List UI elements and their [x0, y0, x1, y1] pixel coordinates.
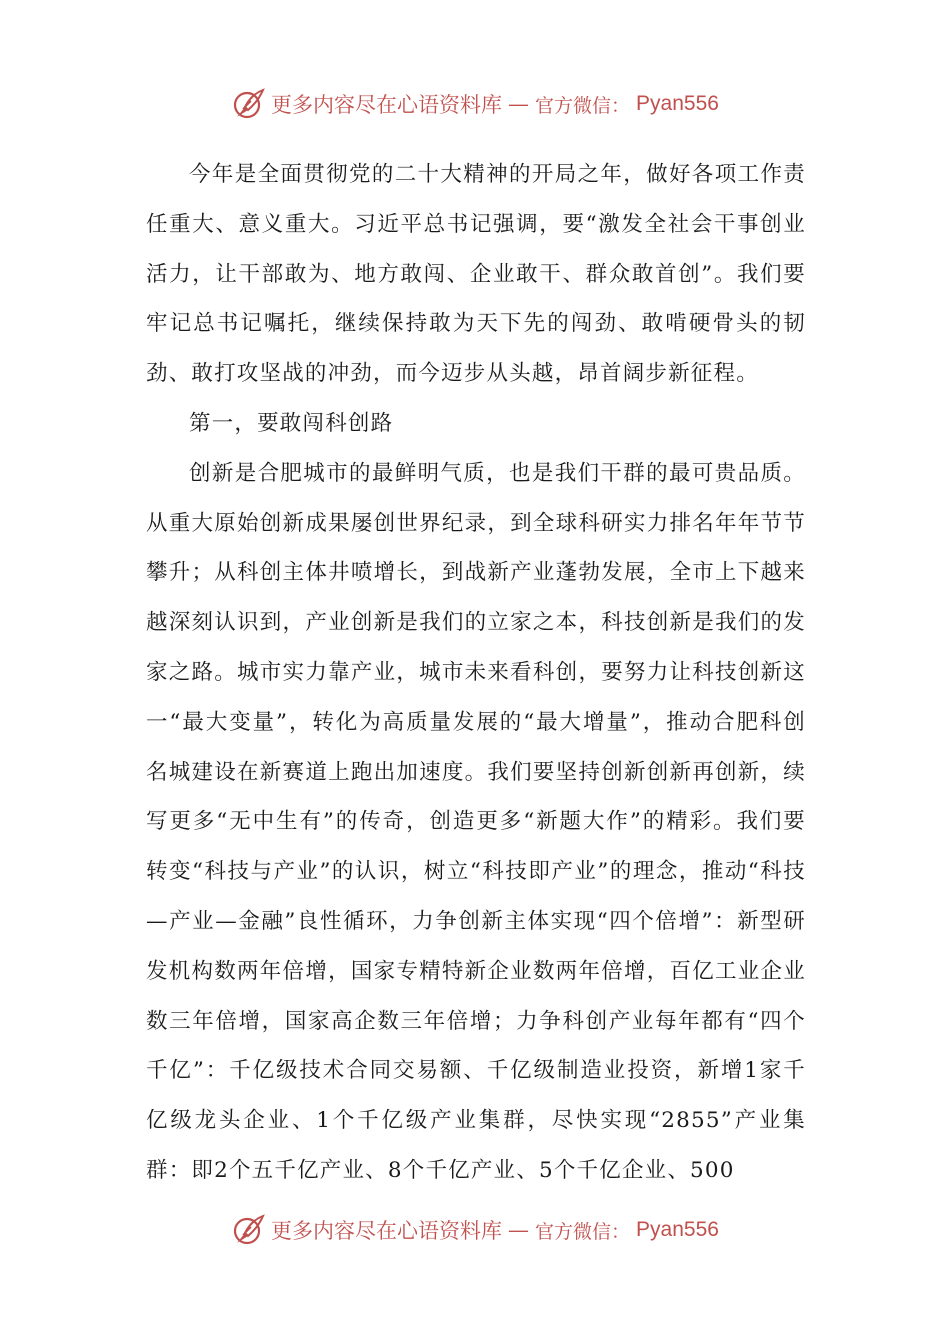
quill-pen-logo-icon: [231, 1213, 265, 1247]
banner-wechat-id: Pyan556: [636, 1218, 719, 1241]
paragraph-innovation: 创新是合肥城市的最鲜明气质，也是我们干群的最可贵品质。从重大原始创新成果屡创世界纪录，到全球科研实力排名年年节节攀升；从科创主体井喷增长，到战新产业蓬勃发展，全市上下越来越深刻认识到，产业创新是我们的立家之本，科技创新是我们的发家之路。城市实力靠产业，城市未来看科创，要努力让科技创新这一“最大变量”，转化为高质量发展的“最大增量”，推动合肥科创名城建设在新赛道上跑出加速度。我们要坚持创新创新再创新，续写更多“无中生有”的传奇，创造更多“新题大作”的精彩。我们要转变“科技与产业”的认识，树立“科技即产业”的理念，推动“科技—产业—金融”良性循环，力争创新主体实现“四个倍增”：新型研发机构数两年倍增，国家专精特新企业数两年倍增，百亿工业企业数三年倍增，国家高企数三年倍增；力争科创产业每年都有“四个千亿”：千亿级技术合同交易额、千亿级制造业投资，新增1家千亿级龙头企业、1个千亿级产业集群，尽快实现“2855”产业集群：即2个五千亿产业、8个千亿产业、5个千亿企业、500: [146, 460, 806, 1183]
quill-pen-logo-icon: [231, 87, 265, 121]
banner-wechat-label: 官方微信：: [535, 94, 631, 117]
document-body: [146, 150, 806, 1196]
banner-separator: —: [508, 1218, 530, 1242]
paragraph-intro: 今年是全面贯彻党的二十大精神的开局之年，做好各项工作责任重大、意义重大。习近平总书记强调，要“激发全社会干事创业活力，让干部敢为、地方敢闯、企业敢干、群众敢首创”。我们要牢记总书记嘱托，继续保持敢为天下先的闯劲、敢啃硬骨头的韧劲、敢打攻坚战的冲劲，而今迈步从头越，昂首阔步新征程。: [146, 162, 806, 387]
banner-site-text: 更多内容尽在心语资料库: [271, 93, 503, 117]
section-heading: 第一，要敢闯科创路: [189, 410, 394, 436]
header-banner: [0, 84, 950, 124]
banner-wechat-id: Pyan556: [636, 92, 719, 115]
banner-site-text: 更多内容尽在心语资料库: [271, 1219, 503, 1243]
banner-wechat-label: 官方微信：: [535, 1220, 631, 1243]
footer-banner: [0, 1210, 950, 1250]
banner-separator: —: [508, 92, 530, 116]
